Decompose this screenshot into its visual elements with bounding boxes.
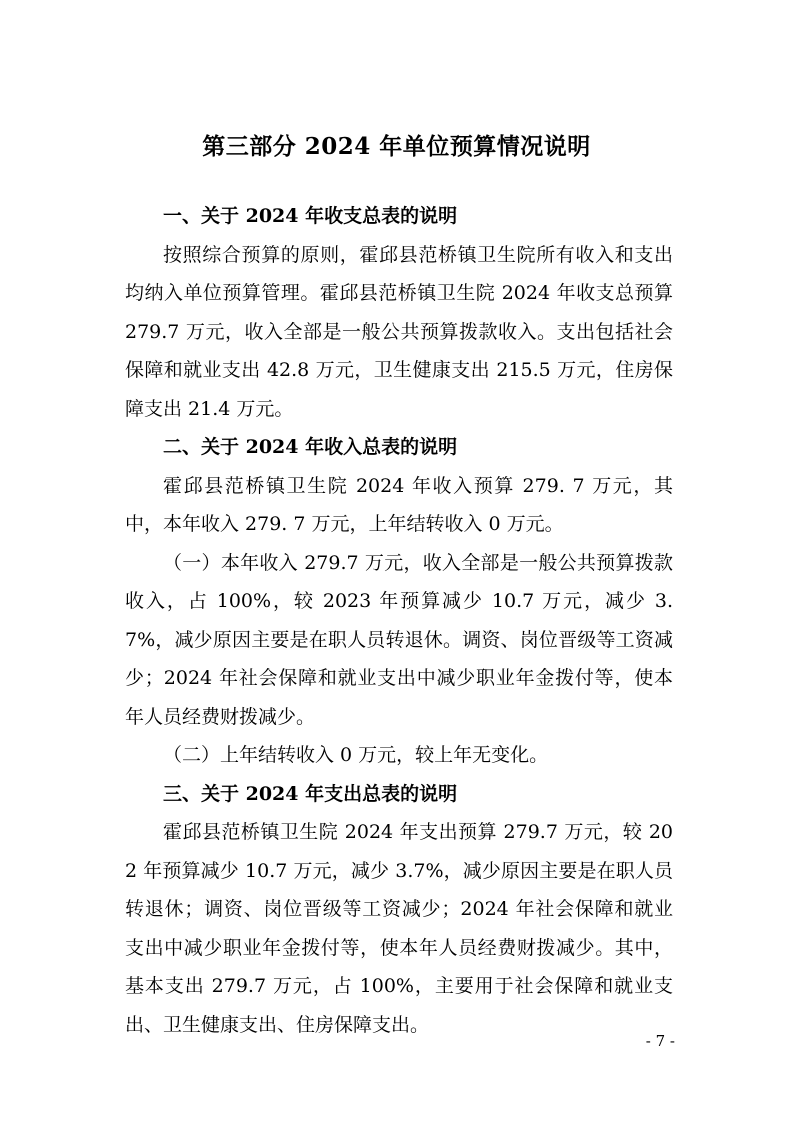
section-heading: 三、关于 2024 年支出总表的说明 [163,782,458,805]
paragraph: （二）上年结转收入 0 万元，较上年无变化。 [163,744,549,766]
section-heading: 一、关于 2024 年收支总表的说明 [163,205,458,227]
page-title: 第三部分 2024 年单位预算情况说明 [202,133,591,160]
section-heading: 二、关于 2024 年收入总表的说明 [163,436,458,458]
paragraph: 按照综合预算的原则，霍邱县范桥镇卫生院所有收入和支出均纳入单位预算管理。霍邱县范桥镇卫生院 2024 年收支总预算 279.7 万元，收入全部是一般公共预算拨款收入。支出包括社会保障和就业支出 42.8 万元，卫生健康支出 215.5 万元，住房保障支出 21.4 万元。 [125,243,673,420]
document-body [125,197,673,1044]
paragraph: 霍邱县范桥镇卫生院 2024 年收入预算 279. 7 万元，其中，本年收入 279. 7 万元，上年结转收入 0 万元。 [125,474,673,535]
page-number: - 7 - [645,1032,675,1050]
paragraph: 霍邱县范桥镇卫生院 2024 年支出预算 279.7 万元，较 202 年预算减少 10.7 万元，减少 3.7%，减少原因主要是在职人员转退休；调资、岗位晋级等工资减少；2024 年社会保障和就业支出中减少职业年金拨付等，使本年人员经费财拨减少。其中，基本支出 279.7 万元，占 100%，主要用于社会保障和就业支出、卫生健康支出、住房保障支出。 [125,821,673,1036]
paragraph: （一）本年收入 279.7 万元，收入全部是一般公共预算拨款收入，占 100%，较 2023 年预算减少 10.7 万元，减少 3.7%，减少原因主要是在职人员转退休。调资、岗位晋级等工资减少；2024 年社会保障和就业支出中减少职业年金拨付等，使本年人员经费财拨减少。 [125,551,673,728]
